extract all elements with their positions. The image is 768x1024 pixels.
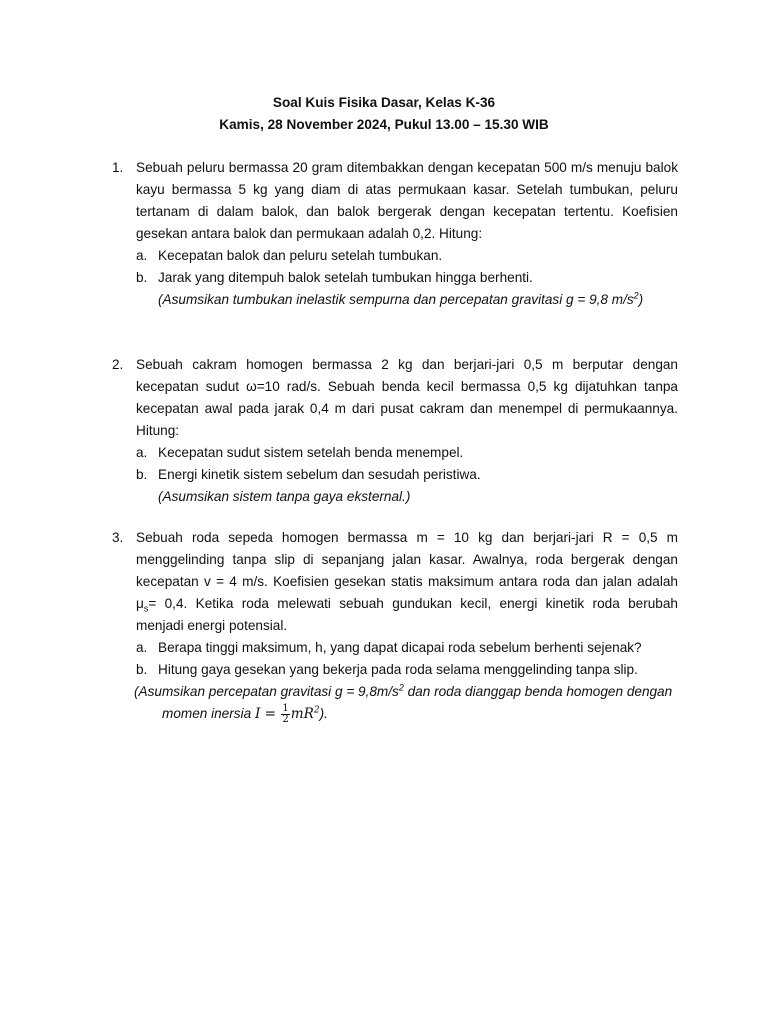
question-3 [112,527,678,725]
sub-text: Jarak yang ditempuh balok setelah tumbukan hingga berhenti. [158,270,533,285]
sub-text: Energi kinetik sistem sebelum dan sesudah peristiwa. [158,467,481,482]
assumption-note-continued: momen inersia I = $\frac{1}{2}$ $mR^2$). [162,703,328,725]
fraction: $\frac{1}{2}$ [282,703,289,725]
document-header [0,92,768,136]
question-1 [112,157,678,311]
sub-question-a [136,245,678,267]
question-number: 1. [112,160,124,175]
sub-question-a [136,637,678,659]
sub-question-b [136,659,678,681]
question-text: Sebuah roda sepeda homogen bermassa m = 10 kg dan berjari-jari R = 0,5 m menggelinding tanpa slip di sepanjang jalan kasar. Awalnya, roda bergerak dengan kecepatan v = 4 m/s. Koefisien gesekan statis maksimum antara roda dan jalan adalah $\mu_s= 0,4$. Ketika roda melewati sebuah gundukan kecil, energi kinetik roda berubah menjadi energi potensial. [136,530,678,633]
sub-text: Berapa tinggi maksimum, h, yang dapat dicapai roda sebelum berhenti sejenak? [158,640,642,655]
assumption-note: (Asumsikan tumbukan inelastik sempurna dan percepatan gravitasi g = 9,8 $m/s^2$) [158,290,644,307]
sub-question-a [136,442,678,464]
sub-label: b. [136,467,148,482]
question-number: 2. [112,357,124,372]
sub-label: b. [136,662,148,677]
assumption-note: (Asumsikan sistem tanpa gaya eksternal.) [158,489,411,504]
question-number: 3. [112,530,124,545]
question-2 [112,354,678,508]
question-text: Sebuah cakram homogen bermassa 2 kg dan berjari-jari 0,5 m berputar dengan kecepatan sudut ω=10 rad/s. Sebuah benda kecil bermassa 0,5 kg dijatuhkan tanpa kecepatan awal pada jarak 0,4 m dari pusat cakram dan menempel di permukaannya. Hitung: [136,357,678,438]
inertia-formula: I = $\frac{1}{2}$ $mR^2$ [254,703,320,725]
sub-label: a. [136,248,148,263]
sub-label: a. [136,640,148,655]
sub-question-b [136,464,678,486]
quiz-date: Kamis, 28 November 2024, Pukul 13.00 – 15.30 WIB [219,117,549,132]
quiz-title: Soal Kuis Fisika Dasar, Kelas K-36 [272,95,496,110]
sub-label: a. [136,445,148,460]
question-text: Sebuah peluru bermassa 20 gram ditembakkan dengan kecepatan 500 m/s menuju balok kayu bermassa 5 kg yang diam di atas permukaan kasar. Setelah tumbukan, peluru tertanam di dalam balok, dan balok bergerak dengan kecepatan tertentu. Koefisien gesekan antara balok dan permukaan adalah 0,2. Hitung: [136,160,678,241]
sub-text: Hitung gaya gesekan yang bekerja pada roda selama menggelinding tanpa slip. [158,662,638,677]
assumption-note: (Asumsikan percepatan gravitasi $g = 9,8m/s^2$ dan roda dianggap benda homogen dengan [134,682,673,699]
sub-question-b [136,267,678,289]
sub-text: Kecepatan balok dan peluru setelah tumbukan. [158,248,443,263]
sub-label: b. [136,270,148,285]
sub-text: Kecepatan sudut sistem setelah benda menempel. [158,445,464,460]
